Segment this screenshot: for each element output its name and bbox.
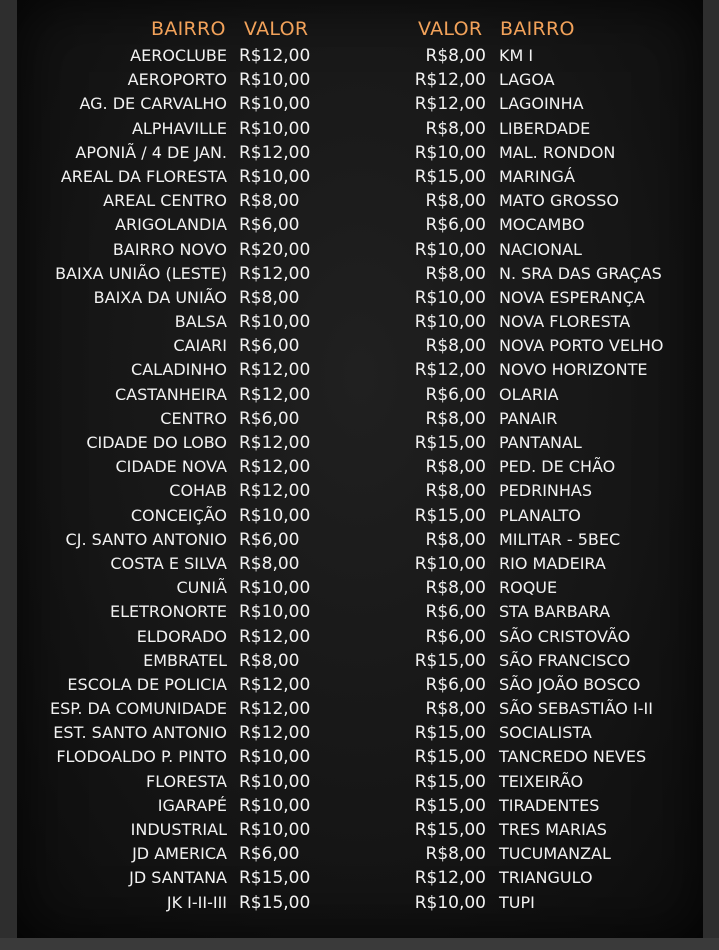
right-price-value: R$15,00 (414, 820, 486, 840)
left-price-value: R$10,00 (239, 118, 311, 139)
left-neighborhood-name: BAIRRO NOVO (112, 239, 227, 259)
table-row (17, 407, 703, 431)
table-row (17, 721, 703, 745)
right-neighborhood-name: MILITAR - 5BEC (499, 529, 621, 549)
right-neighborhood-name: MAL. RONDON (499, 142, 616, 162)
right-neighborhood-name: NACIONAL (499, 239, 582, 259)
frame-bottom (0, 938, 719, 950)
right-price-value: R$8,00 (425, 457, 486, 478)
left-price-value: R$12,00 (239, 699, 311, 720)
left-price-value: R$8,00 (239, 650, 300, 671)
right-price-value: R$8,00 (425, 844, 486, 865)
table-row (17, 431, 703, 455)
table-row (17, 528, 703, 552)
right-price-value: R$15,00 (414, 771, 486, 792)
left-neighborhood-name: ELETRONORTE (109, 602, 227, 622)
table-row (17, 383, 703, 407)
left-price-value: R$12,00 (239, 723, 311, 744)
left-neighborhood-name: CASTANHEIRA (115, 384, 227, 404)
table-row (17, 92, 703, 116)
left-price-value: R$10,00 (239, 70, 311, 91)
header-right-bairro: BAIRRO (500, 18, 575, 40)
left-neighborhood-name: JK I-II-III (166, 892, 227, 912)
right-price-value: R$12,00 (414, 94, 486, 115)
right-price-value: R$6,00 (425, 626, 486, 647)
table-row (17, 842, 703, 866)
table-row (17, 44, 703, 68)
right-price-value: R$10,00 (414, 553, 486, 574)
right-price-value: R$15,00 (414, 505, 486, 526)
table-row (17, 504, 703, 528)
table-row (17, 649, 703, 673)
right-price-value: R$12,00 (414, 360, 486, 381)
left-price-value: R$6,00 (239, 408, 300, 429)
table-row (17, 189, 703, 213)
left-neighborhood-name: JD AMERICA (132, 844, 227, 864)
right-neighborhood-name: NOVA FLORESTA (499, 312, 631, 332)
left-price-value: R$15,00 (239, 868, 311, 889)
right-neighborhood-name: LIBERDADE (499, 118, 591, 138)
right-neighborhood-name: OLARIA (499, 384, 559, 404)
left-price-value: R$6,00 (239, 844, 300, 865)
left-neighborhood-name: AEROPORTO (127, 70, 227, 90)
left-price-value: R$8,00 (239, 191, 300, 212)
left-neighborhood-name: JD SANTANA (129, 868, 227, 888)
right-price-value: R$15,00 (414, 166, 486, 187)
right-price-value: R$10,00 (414, 892, 486, 913)
right-price-value: R$10,00 (414, 312, 486, 333)
right-price-value: R$15,00 (414, 723, 486, 744)
table-row (17, 238, 703, 262)
left-neighborhood-name: ALPHAVILLE (131, 118, 227, 138)
right-neighborhood-name: SÃO JOÃO BOSCO (499, 674, 641, 694)
left-price-value: R$10,00 (239, 578, 311, 599)
right-neighborhood-name: NOVO HORIZONTE (499, 360, 648, 380)
table-row (17, 794, 703, 818)
right-neighborhood-name: TIRADENTES (499, 795, 600, 815)
left-price-value: R$12,00 (239, 457, 311, 478)
left-price-value: R$6,00 (239, 529, 300, 550)
left-price-value: R$12,00 (239, 360, 311, 381)
right-neighborhood-name: PLANALTO (499, 505, 581, 525)
table-row (17, 576, 703, 600)
right-price-value: R$8,00 (425, 481, 486, 502)
table-row (17, 141, 703, 165)
table-row (17, 625, 703, 649)
left-neighborhood-name: EST. SANTO ANTONIO (53, 723, 227, 743)
left-neighborhood-name: CIDADE NOVA (115, 457, 227, 477)
right-price-value: R$6,00 (425, 215, 486, 236)
left-price-value: R$10,00 (239, 795, 311, 816)
table-row (17, 213, 703, 237)
right-price-value: R$8,00 (425, 191, 486, 212)
right-price-value: R$8,00 (425, 578, 486, 599)
table-row (17, 455, 703, 479)
left-price-value: R$10,00 (239, 602, 311, 623)
table-row (17, 286, 703, 310)
price-board (17, 0, 703, 938)
right-price-value: R$6,00 (425, 602, 486, 623)
left-price-value: R$6,00 (239, 336, 300, 357)
left-price-value: R$12,00 (239, 263, 311, 284)
left-price-value: R$8,00 (239, 553, 300, 574)
left-price-value: R$12,00 (239, 481, 311, 502)
left-neighborhood-name: CUNIÃ (176, 578, 227, 598)
table-row (17, 745, 703, 769)
right-neighborhood-name: TEIXEIRÃO (499, 771, 584, 791)
left-neighborhood-name: ESP. DA COMUNIDADE (49, 699, 227, 719)
header-right-valor: VALOR (418, 18, 483, 40)
right-price-value: R$15,00 (414, 795, 486, 816)
table-row (17, 818, 703, 842)
right-price-value: R$10,00 (414, 142, 486, 163)
left-price-value: R$12,00 (239, 142, 311, 163)
left-neighborhood-name: EMBRATEL (143, 650, 227, 670)
left-neighborhood-name: INDUSTRIAL (130, 820, 227, 839)
right-neighborhood-name: TUPI (499, 892, 535, 912)
left-neighborhood-name: BAIXA UNIÃO (LESTE) (55, 263, 227, 283)
frame-left (0, 0, 17, 950)
table-row (17, 770, 703, 794)
left-price-value: R$20,00 (239, 239, 311, 260)
right-neighborhood-name: N. SRA DAS GRAÇAS (499, 263, 662, 283)
right-neighborhood-name: TRES MARIAS (499, 820, 607, 839)
left-neighborhood-name: CIDADE DO LOBO (86, 433, 227, 452)
price-list (17, 44, 703, 915)
left-neighborhood-name: ARIGOLANDIA (115, 215, 227, 235)
right-price-value: R$8,00 (425, 699, 486, 720)
right-neighborhood-name: SÃO FRANCISCO (499, 650, 631, 670)
right-price-value: R$12,00 (414, 70, 486, 91)
right-neighborhood-name: ROQUE (499, 578, 558, 598)
right-neighborhood-name: SÃO CRISTOVÃO (499, 626, 631, 646)
right-neighborhood-name: PANTANAL (499, 433, 582, 452)
right-price-value: R$12,00 (414, 868, 486, 889)
left-price-value: R$12,00 (239, 384, 311, 405)
right-neighborhood-name: PANAIR (499, 408, 558, 428)
table-row (17, 310, 703, 334)
table-row (17, 358, 703, 382)
left-neighborhood-name: AREAL DA FLORESTA (60, 166, 227, 186)
right-price-value: R$10,00 (414, 239, 486, 260)
right-price-value: R$8,00 (425, 336, 486, 357)
table-row (17, 673, 703, 697)
left-neighborhood-name: BALSA (174, 312, 227, 332)
header-left-valor: VALOR (244, 18, 309, 40)
table-row (17, 866, 703, 890)
left-neighborhood-name: FLODOALDO P. PINTO (56, 747, 227, 767)
right-price-value: R$8,00 (425, 408, 486, 429)
left-price-value: R$12,00 (239, 674, 311, 695)
left-price-value: R$10,00 (239, 166, 311, 187)
left-neighborhood-name: IGARAPÉ (157, 795, 227, 815)
right-neighborhood-name: NOVA PORTO VELHO (499, 336, 664, 356)
right-neighborhood-name: MATO GROSSO (499, 191, 619, 211)
left-neighborhood-name: COSTA E SILVA (110, 553, 227, 573)
table-row (17, 68, 703, 92)
right-neighborhood-name: STA BARBARA (499, 602, 611, 622)
table-row (17, 697, 703, 721)
right-price-value: R$10,00 (414, 287, 486, 308)
left-neighborhood-name: FLORESTA (146, 771, 227, 791)
left-price-value: R$10,00 (239, 505, 311, 526)
table-row (17, 334, 703, 358)
left-neighborhood-name: APONIÃ / 4 DE JAN. (75, 142, 227, 162)
right-neighborhood-name: KM I (499, 46, 534, 65)
header-left-bairro: BAIRRO (151, 18, 226, 40)
left-neighborhood-name: AG. DE CARVALHO (79, 94, 227, 114)
left-neighborhood-name: CONCEIÇÃO (130, 505, 227, 525)
right-price-value: R$8,00 (425, 46, 486, 66)
left-price-value: R$10,00 (239, 820, 311, 840)
left-price-value: R$10,00 (239, 312, 311, 333)
right-neighborhood-name: NOVA ESPERANÇA (499, 287, 645, 307)
left-neighborhood-name: CAIARI (173, 336, 227, 356)
table-row (17, 165, 703, 189)
left-price-value: R$10,00 (239, 747, 311, 768)
left-price-value: R$10,00 (239, 771, 311, 792)
right-neighborhood-name: TRIANGULO (499, 868, 593, 888)
table-row (17, 600, 703, 624)
table-row (17, 891, 703, 915)
left-price-value: R$12,00 (239, 46, 311, 66)
table-row (17, 117, 703, 141)
right-neighborhood-name: LAGOA (499, 70, 555, 90)
left-neighborhood-name: ELDORADO (136, 626, 227, 646)
left-neighborhood-name: ESCOLA DE POLICIA (67, 674, 227, 694)
left-neighborhood-name: COHAB (169, 481, 227, 501)
right-price-value: R$8,00 (425, 263, 486, 284)
left-price-value: R$12,00 (239, 433, 311, 453)
right-price-value: R$8,00 (425, 118, 486, 139)
right-neighborhood-name: SOCIALISTA (499, 723, 592, 743)
left-neighborhood-name: CENTRO (160, 408, 227, 428)
right-neighborhood-name: MOCAMBO (499, 215, 585, 235)
left-price-value: R$12,00 (239, 626, 311, 647)
left-price-value: R$10,00 (239, 94, 311, 115)
right-price-value: R$8,00 (425, 529, 486, 550)
right-neighborhood-name: PED. DE CHÃO (499, 457, 616, 477)
table-row (17, 552, 703, 576)
left-price-value: R$8,00 (239, 287, 300, 308)
right-price-value: R$15,00 (414, 747, 486, 768)
left-price-value: R$15,00 (239, 892, 311, 913)
left-neighborhood-name: AREAL CENTRO (103, 191, 227, 211)
right-neighborhood-name: RIO MADEIRA (499, 553, 606, 573)
left-neighborhood-name: BAIXA DA UNIÃO (93, 287, 227, 307)
left-neighborhood-name: CALADINHO (131, 360, 227, 380)
right-price-value: R$15,00 (414, 433, 486, 453)
left-neighborhood-name: AEROCLUBE (130, 46, 227, 65)
right-price-value: R$15,00 (414, 650, 486, 671)
right-price-value: R$6,00 (425, 384, 486, 405)
right-neighborhood-name: PEDRINHAS (499, 481, 593, 501)
table-row (17, 479, 703, 503)
right-neighborhood-name: TUCUMANZAL (499, 844, 611, 864)
right-neighborhood-name: LAGOINHA (499, 94, 584, 114)
right-neighborhood-name: TANCREDO NEVES (499, 747, 647, 767)
right-neighborhood-name: MARINGÁ (499, 166, 575, 186)
left-neighborhood-name: CJ. SANTO ANTONIO (65, 529, 227, 549)
right-neighborhood-name: SÃO SEBASTIÃO I-II (499, 699, 653, 719)
frame-right (703, 0, 719, 950)
left-price-value: R$6,00 (239, 215, 300, 236)
table-row (17, 262, 703, 286)
right-price-value: R$6,00 (425, 674, 486, 695)
